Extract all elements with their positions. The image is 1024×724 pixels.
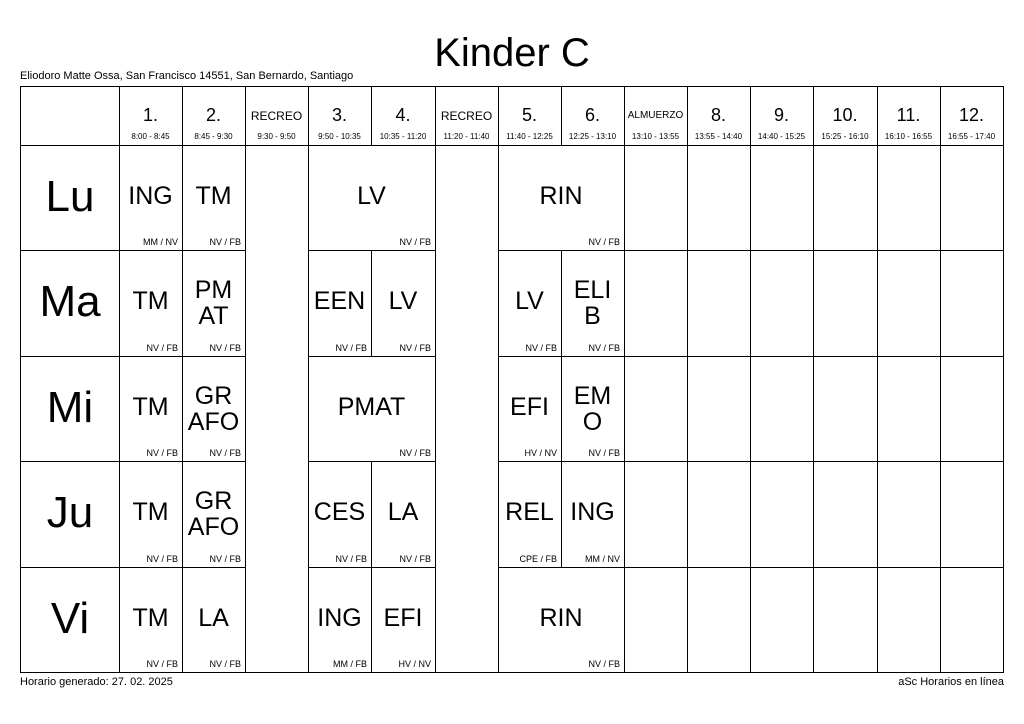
lesson-teachers: CPE / FB xyxy=(519,554,557,564)
lesson-teachers: MM / NV xyxy=(585,554,620,564)
lesson-cell xyxy=(308,356,435,461)
lesson-subject: ING xyxy=(570,498,615,526)
lesson-subject: LV xyxy=(515,287,544,315)
page-title: Kinder C xyxy=(434,31,590,75)
lesson-subject: LV xyxy=(357,182,386,210)
lesson-teachers: NV / FB xyxy=(399,237,431,247)
period-header xyxy=(877,87,940,145)
grid-line xyxy=(750,567,751,672)
lesson-subject: TM xyxy=(132,604,169,632)
lesson-cell xyxy=(498,145,624,250)
lesson-teachers: NV / FB xyxy=(525,343,557,353)
period-time: 14:40 - 15:25 xyxy=(757,132,806,141)
lesson-subject: LV xyxy=(388,287,418,315)
grid-line xyxy=(245,145,246,250)
period-label: ALMUERZO xyxy=(627,110,684,121)
grid-line xyxy=(245,250,246,356)
lesson-cell xyxy=(498,567,624,672)
period-label: 10. xyxy=(832,105,858,125)
day-label: Ma xyxy=(39,277,101,326)
lesson-teachers: NV / FB xyxy=(399,448,431,458)
period-header xyxy=(624,87,687,145)
period-time: 11:40 - 12:25 xyxy=(506,132,553,141)
lesson-subject: PM AT xyxy=(194,276,233,330)
grid-line xyxy=(435,145,436,250)
lesson-teachers: NV / FB xyxy=(399,554,431,564)
lesson-cell xyxy=(119,356,182,461)
lesson-cell xyxy=(182,250,245,356)
lesson-subject: TM xyxy=(195,182,232,210)
period-label: 6. xyxy=(584,105,600,125)
grid-line xyxy=(245,567,246,672)
lesson-cell xyxy=(308,567,371,672)
period-header xyxy=(308,87,371,145)
day-label: Mi xyxy=(46,382,94,432)
grid-line xyxy=(435,356,436,461)
lesson-teachers: NV / FB xyxy=(335,343,367,353)
grid-line xyxy=(877,250,878,356)
lesson-cell xyxy=(119,145,182,250)
lesson-cell xyxy=(182,356,245,461)
lesson-subject: ELI B xyxy=(573,276,612,330)
grid-line xyxy=(750,356,751,461)
lesson-teachers: NV / FB xyxy=(209,448,241,458)
lesson-teachers: NV / FB xyxy=(209,343,241,353)
period-time: 15:25 - 16:10 xyxy=(821,132,869,141)
lesson-cell xyxy=(182,145,245,250)
lesson-subject: LA xyxy=(387,498,419,526)
period-header xyxy=(371,87,435,145)
lesson-teachers: NV / FB xyxy=(209,554,241,564)
lesson-cell xyxy=(182,567,245,672)
grid-line xyxy=(813,567,814,672)
period-time: 9:30 - 9:50 xyxy=(257,132,296,141)
lesson-cell xyxy=(371,461,435,567)
lesson-subject: EM O xyxy=(573,382,612,436)
lesson-teachers: MM / FB xyxy=(333,659,367,669)
lesson-subject: EFI xyxy=(383,604,423,632)
grid-line xyxy=(687,356,688,461)
period-header xyxy=(182,87,245,145)
grid-line xyxy=(940,250,941,356)
grid-line xyxy=(624,356,625,461)
grid-line xyxy=(245,461,246,567)
period-time: 8:00 - 8:45 xyxy=(131,132,170,141)
lesson-cell xyxy=(308,145,435,250)
grid-line xyxy=(940,145,941,250)
lesson-teachers: NV / FB xyxy=(209,659,241,669)
period-label: 5. xyxy=(521,105,537,125)
period-label: RECREO xyxy=(440,109,493,123)
lesson-teachers: NV / FB xyxy=(146,343,178,353)
grid-line xyxy=(750,145,751,250)
lesson-cell xyxy=(119,567,182,672)
lesson-subject: EFI xyxy=(510,393,549,421)
period-header xyxy=(813,87,877,145)
grid-line xyxy=(687,461,688,567)
lesson-subject: GR AFO xyxy=(187,382,240,436)
school-address: Eliodoro Matte Ossa, San Francisco 14551, San Bernardo, Santiago xyxy=(20,70,354,82)
lesson-teachers: NV / FB xyxy=(146,554,178,564)
period-label: 4. xyxy=(395,105,411,125)
generated-date: Horario generado: 27. 02. 2025 xyxy=(20,676,173,688)
period-header xyxy=(687,87,750,145)
grid-line xyxy=(940,461,941,567)
grid-line xyxy=(877,567,878,672)
grid-line xyxy=(877,145,878,250)
period-time: 16:10 - 16:55 xyxy=(884,132,933,141)
period-header xyxy=(435,87,498,145)
grid-line xyxy=(813,145,814,250)
grid-line xyxy=(940,356,941,461)
lesson-subject: LA xyxy=(198,604,229,632)
grid-line xyxy=(877,461,878,567)
period-header xyxy=(498,87,561,145)
lesson-subject: ING xyxy=(128,182,173,210)
lesson-subject: RIN xyxy=(539,182,583,210)
lesson-teachers: HV / NV xyxy=(524,448,557,458)
grid-line xyxy=(813,461,814,567)
lesson-subject: GR AFO xyxy=(187,487,240,541)
lesson-subject: PMAT xyxy=(337,393,406,421)
period-time: 12:25 - 13:10 xyxy=(568,132,617,141)
lesson-cell xyxy=(119,250,182,356)
lesson-cell xyxy=(561,356,624,461)
lesson-cell xyxy=(561,250,624,356)
period-time: 13:10 - 13:55 xyxy=(631,132,680,141)
lesson-cell xyxy=(371,250,435,356)
period-time: 9:50 - 10:35 xyxy=(318,132,361,141)
lesson-teachers: NV / FB xyxy=(335,554,367,564)
lesson-cell xyxy=(371,567,435,672)
lesson-cell xyxy=(308,250,371,356)
lesson-subject: TM xyxy=(132,393,169,421)
lesson-subject: EEN xyxy=(313,287,366,315)
period-time: 16:55 - 17:40 xyxy=(947,132,996,141)
grid-line xyxy=(687,250,688,356)
lesson-subject: TM xyxy=(132,498,169,526)
lesson-subject: RIN xyxy=(539,604,583,632)
period-time: 8:45 - 9:30 xyxy=(194,132,233,141)
lesson-teachers: NV / FB xyxy=(588,343,620,353)
grid-line xyxy=(624,567,625,672)
lesson-teachers: NV / FB xyxy=(399,343,431,353)
lesson-teachers: HV / NV xyxy=(398,659,431,669)
grid-line xyxy=(20,672,1003,673)
period-time: 13:55 - 14:40 xyxy=(694,132,743,141)
period-label: 3. xyxy=(331,105,347,125)
period-label: 9. xyxy=(773,105,789,125)
lesson-subject: REL xyxy=(505,498,554,526)
grid-line xyxy=(813,356,814,461)
period-label: 2. xyxy=(205,105,221,125)
lesson-cell xyxy=(308,461,371,567)
period-header xyxy=(245,87,308,145)
grid-line xyxy=(750,250,751,356)
period-time: 10:35 - 11:20 xyxy=(379,132,427,141)
grid-line xyxy=(750,461,751,567)
grid-line xyxy=(877,356,878,461)
grid-line xyxy=(624,145,625,250)
grid-line xyxy=(435,461,436,567)
lesson-teachers: NV / FB xyxy=(146,448,178,458)
lesson-cell xyxy=(182,461,245,567)
period-header xyxy=(119,87,182,145)
lesson-cell xyxy=(561,461,624,567)
lesson-cell xyxy=(498,461,561,567)
period-label: 8. xyxy=(710,105,726,125)
lesson-teachers: NV / FB xyxy=(588,448,620,458)
grid-line xyxy=(435,567,436,672)
brand-label: aSc Horarios en línea xyxy=(898,676,1004,688)
day-label: Vi xyxy=(50,593,90,643)
day-label: Lu xyxy=(45,171,95,221)
lesson-teachers: NV / FB xyxy=(146,659,178,669)
lesson-subject: ING xyxy=(317,604,362,632)
period-label: RECREO xyxy=(250,109,303,123)
grid-line xyxy=(624,250,625,356)
lesson-teachers: NV / FB xyxy=(588,237,620,247)
period-label: 1. xyxy=(142,105,158,125)
period-label: 11. xyxy=(896,105,921,125)
grid-line xyxy=(687,567,688,672)
lesson-teachers: NV / FB xyxy=(588,659,620,669)
lesson-subject: CES xyxy=(313,498,366,526)
grid-line xyxy=(435,250,436,356)
period-time: 11:20 - 11:40 xyxy=(443,132,490,141)
grid-line xyxy=(624,461,625,567)
period-header xyxy=(940,87,1003,145)
lesson-subject: TM xyxy=(132,287,169,315)
grid-line xyxy=(940,567,941,672)
period-header xyxy=(750,87,813,145)
lesson-cell xyxy=(498,250,561,356)
lesson-teachers: NV / FB xyxy=(209,237,241,247)
period-header xyxy=(561,87,624,145)
lesson-teachers: MM / NV xyxy=(143,237,178,247)
lesson-cell xyxy=(498,356,561,461)
grid-line xyxy=(245,356,246,461)
period-label: 12. xyxy=(958,105,985,125)
lesson-cell xyxy=(119,461,182,567)
day-label: Ju xyxy=(46,488,94,537)
grid-line xyxy=(687,145,688,250)
grid-line xyxy=(1003,86,1004,673)
grid-line xyxy=(813,250,814,356)
